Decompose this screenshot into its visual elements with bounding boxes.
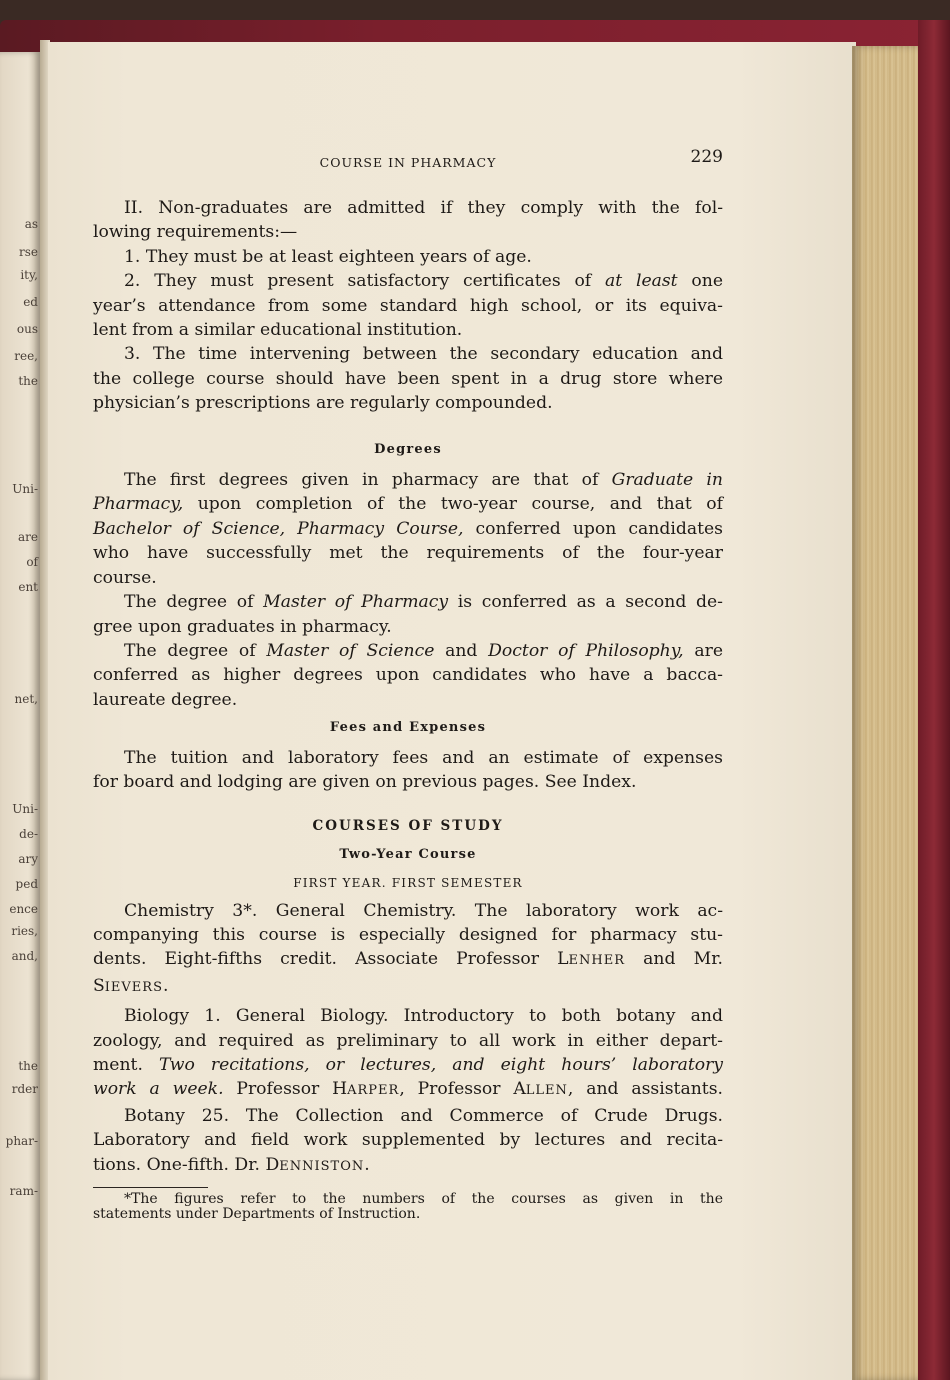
requirement-item: 1. They must be at least eighteen years of age. — [124, 246, 532, 267]
degrees-paragraph-line: conferred as higher degrees upon candidates who have a bacca- — [93, 665, 723, 686]
admission-requirements — [93, 196, 723, 416]
course-entry: Biology 1. General Biology. Introductory to both botany and — [124, 1006, 723, 1027]
facing-page-fragment: de- — [19, 827, 38, 841]
requirement-item-line: year’s attendance from some standard high school, or its equiva- — [93, 295, 723, 316]
facing-page-fragment: ram- — [9, 1184, 38, 1198]
requirement-item-line: physician’s prescriptions are regularly compounded. — [93, 393, 553, 414]
requirement-item-line: lent from a similar educational institution. — [93, 320, 463, 341]
course-entry: Botany 25. The Collection and Commerce of Crude Drugs. — [124, 1105, 723, 1126]
facing-page-fragment: rse — [19, 245, 38, 259]
footnote — [93, 1192, 723, 1222]
page-header — [93, 145, 723, 175]
facing-page-fragment: ous — [16, 322, 38, 336]
page-number: 229 — [690, 147, 723, 167]
course-entry: Chemistry 3*. General Chemistry. The laboratory work ac- — [124, 900, 723, 921]
fees-heading: Fees and Expenses — [329, 720, 487, 736]
course-list — [93, 899, 723, 1179]
facing-page-edge — [0, 52, 40, 1380]
facing-page-fragment: ary — [18, 852, 38, 866]
course-entry-line: companying this course is especially designed for pharmacy stu- — [93, 924, 723, 945]
course-entry-line: zoology, and required as preliminary to all work in either depart- — [93, 1030, 723, 1051]
facing-page-fragment: ped — [15, 877, 38, 891]
degrees-paragraph: The first degrees given in pharmacy are that of Graduate in — [124, 470, 723, 491]
running-title: COURSE IN PHARMACY — [319, 155, 497, 170]
fees-section — [93, 746, 723, 795]
requirements-intro-line: lowing requirements:— — [93, 222, 298, 243]
degrees-heading: Degrees — [374, 441, 442, 457]
courses-heading: COURSES OF STUDY — [312, 818, 504, 835]
degrees-paragraph: The degree of Master of Pharmacy is conferred as a second de- — [124, 592, 723, 613]
course-entry-line: Laboratory and field work supplemented by lectures and recita- — [93, 1130, 723, 1151]
requirements-intro-line: II. Non-graduates are admitted if they comply with the fol- — [124, 198, 723, 218]
facing-page-fragment: the — [18, 1059, 38, 1073]
degrees-paragraph-line: who have successfully met the requirements of the four-year — [93, 543, 723, 564]
degrees-paragraph-line: gree upon graduates in pharmacy. — [93, 616, 392, 637]
course-entry-line: work a week. Professor HARPER, Professor ALLEN, and assistants. — [93, 1079, 723, 1100]
requirement-item-line: the college course should have been spent in a drug store where — [93, 368, 723, 389]
facing-page-fragment: ence — [9, 902, 38, 916]
facing-page-fragment: Uni- — [12, 802, 38, 816]
facing-page-fragment: Uni- — [12, 482, 38, 496]
footnote-rule — [93, 1187, 208, 1188]
fees-paragraph: The tuition and laboratory fees and an estimate of expenses — [124, 747, 723, 768]
degrees-paragraph-line: Bachelor of Science, Pharmacy Course, conferred upon candidates — [93, 518, 723, 539]
facing-page-fragment: ree, — [14, 349, 38, 363]
facing-page-fragment: and, — [11, 949, 38, 963]
page-content — [93, 145, 723, 1222]
facing-page-fragment: of — [26, 555, 38, 569]
degrees-section — [93, 468, 723, 712]
facing-page-fragment: net, — [14, 692, 38, 706]
facing-page-fragment: ries, — [11, 924, 38, 938]
degrees-paragraph: The degree of Master of Science and Doctor of Philosophy, are — [124, 640, 723, 661]
fees-paragraph-line: for board and lodging are given on previous pages. See Index. — [93, 771, 637, 792]
footnote-line: statements under Departments of Instruction. — [93, 1206, 421, 1223]
footnote-line: *The figures refer to the numbers of the courses as given in the — [124, 1191, 723, 1208]
course-entry-line: SIEVERS. — [93, 975, 169, 996]
facing-page-fragment: the — [18, 374, 38, 388]
course-entry-line: ment. Two recitations, or lectures, and eight hours’ laboratory — [93, 1055, 723, 1075]
page-edges — [852, 46, 922, 1380]
facing-page-fragment: are — [18, 530, 38, 544]
two-year-course-heading: Two-Year Course — [339, 846, 477, 862]
course-entry-line: tions. One-fifth. Dr. DENNISTON. — [93, 1154, 370, 1175]
facing-page-fragment: phar- — [5, 1134, 38, 1148]
degrees-paragraph-line: laureate degree. — [93, 689, 238, 710]
requirement-item: 3. The time intervening between the secondary education and — [124, 344, 723, 365]
facing-page-fragment: ity, — [20, 268, 38, 282]
requirement-item: 2. They must present satisfactory certificates of at least one — [124, 271, 723, 292]
degrees-paragraph-line: Pharmacy, upon completion of the two-year course, and that of — [93, 494, 723, 515]
degrees-paragraph-line: course. — [93, 567, 157, 588]
cover-edge — [918, 20, 950, 1380]
facing-page-fragment: rder — [11, 1082, 38, 1096]
facing-page-fragment: ed — [23, 295, 38, 309]
facing-page-fragment: ent — [18, 580, 38, 594]
course-entry-line: dents. Eight-fifths credit. Associate Professor LENHER and Mr. — [93, 949, 723, 970]
facing-page-fragment: as — [24, 217, 38, 231]
semester-heading: FIRST YEAR. FIRST SEMESTER — [293, 876, 523, 891]
